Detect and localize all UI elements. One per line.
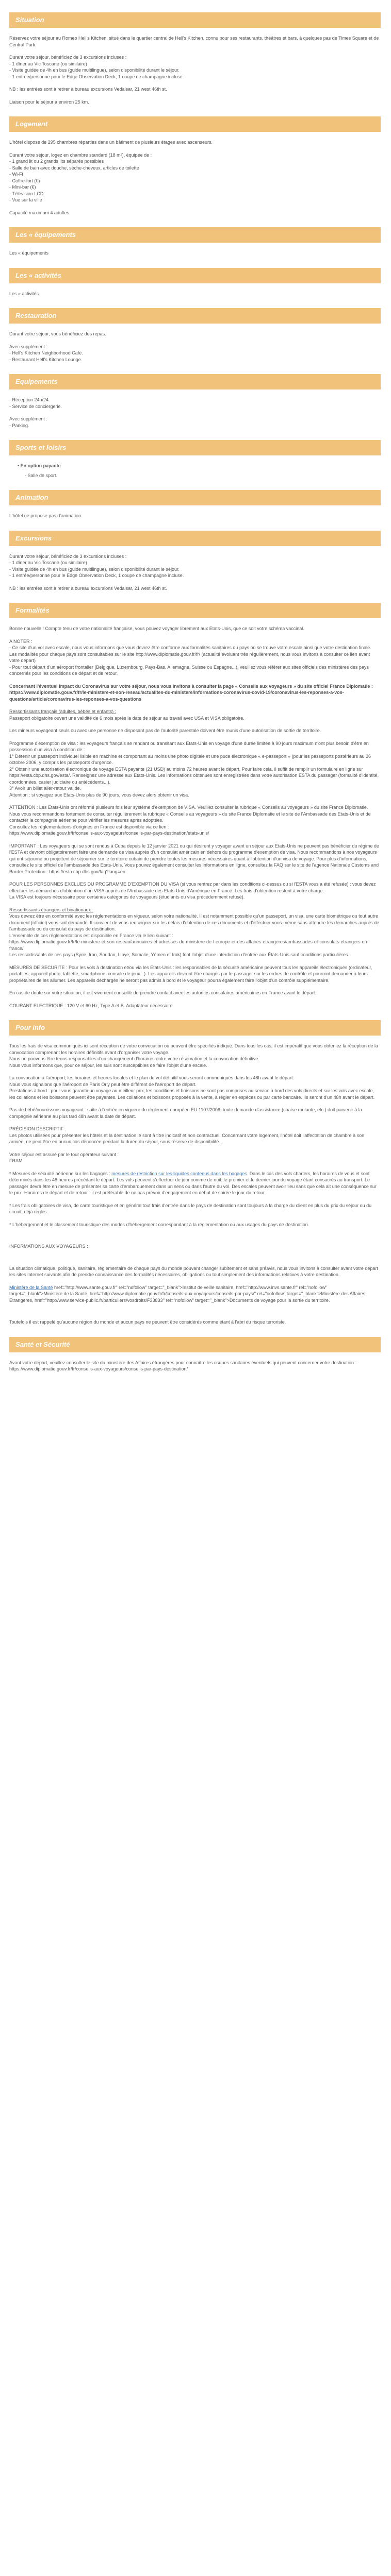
section-header-sante: Santé et Sécurité [9, 1337, 381, 1352]
restauration-intro: Durant votre séjour, vous bénéficiez des repas. [9, 331, 106, 336]
logement-room-item: - Salle de bain avec douche, sèche-cheveux, articles de toilette [9, 165, 139, 171]
formalites-security: MESURES DE SECURITE : Pour les vols à destination et/ou via les Etats-Unis : les responsables de la sécurité américaine peuvent tous les appareils électroniques (ordinateur, portables, appareil photo, tablette, smartphone, console de jeux...). Les appareils devront être chargés par le passager sur les ordres de contrôle et pourront demander à leurs propriétaires de les allumer. Les appareils déchargés ne seront pas admis à bord et le voyageur pourra également faire l'objet d'un contrôle supplémentaire. [9, 964, 372, 983]
situation-distance: Liaison pour le séjour à environ 25 km. [9, 99, 89, 105]
formalites-intro: Bonne nouvelle ! Compte tenu de votre nationalité française, vous pouvez voyager librement aux Etats-Unis, que ce soit votre schéma vaccinal. [9, 626, 304, 631]
logement-room-item: - Wi-Fi [9, 172, 23, 177]
info-warning-rest: . Dans le cas des vols charters, les horaires de vous et sont déterminés dans les 48 heures précédant le départ. Les vols peuvent s'effectuer de jour comme de nuit, le premier et le dernier jour du voyage étant consacrés au transport. Le passager devra être en mesure de présenter sa carte d'embarquement dans un sens ou dans l'autre du vol. Des escales peuvent avoir lieu sans que cela ait une conséquence sur le prix. Horaires de départ et de retour : il est préférable de ne pas prévoir d'engagement en début de soirée le jour du retour. [9, 1171, 377, 1195]
logement-room-label: Durant votre séjour, logez en chambre standard (18 m²), équipée de : [9, 152, 152, 158]
sports-option-label: En option payante [20, 463, 61, 468]
section-header-formalites: Formalités [9, 603, 381, 618]
formalites-power: COURANT ELECTRIQUE : 120 V et 60 Hz, Type A et B. Adaptateur nécessaire. [9, 1003, 174, 1008]
formalites-note-title: A NOTER : [9, 638, 32, 644]
formalites-attention: ATTENTION : Les Etats-Unis ont réformé plusieurs fois leur système d'exemption de VISA. Veuillez consulter la rubrique « Conseils au voyageurs » du site France Diplomatie. Nous vous recommandons fortement de consulter régulièrement la rubrique « Conseils au voyageurs » du site France Diplomatie et le site de l'Ambassade des Etats-Unis et de contacter la compagnie aérienne pour vérifier les mesures après adoptées. Consultez les réglementations d'origines en France est disponible via ce lien : https://www.diplomatie.gouv.fr/fr/conseils-aux-voyageurs/conseils-par-pays-destination/etats-unis/ [9, 805, 371, 836]
formalites-minors: Les mineurs voyageant seuls ou avec une personne ne disposant pas de l'autorité parentale doivent être munis d'une autorisation de sortie de territoire. [9, 728, 321, 733]
info-lodging-rating: * L'hébergement et le classement touristique des modes d'hébergement correspondant à la réglementation ou aux usages du pays de destination. [9, 1222, 309, 1227]
logement-room-item: - Télévision LCD [9, 191, 44, 196]
situation-excursion-item: - 1 dîner au Vic Toscane (ou similaire) [9, 61, 87, 66]
info-travellers-title: INFORMATIONS AUX VOYAGEURS : [9, 1244, 88, 1249]
equipements-chambre-text: Les « équipements [9, 250, 49, 256]
info-visa-fees: * Les frais obligatoires de visa, de carte touristique et en général tout frais d'entrée dans le pays de destination sont toujours à la charge du client en plus du prix du séjour ou du circuit, déjà réglés. [9, 1202, 372, 1214]
situation-intro: Réservez votre séjour au Romeo Hell's Kitchen, situé dans le quartier central de Hell's Kitchen, connu pour ses restaurants, théâtres et bars, à quelques pas de Times Square et de Central Park. [9, 36, 379, 47]
info-operator: Votre séjour est assuré par le tour opérateur suivant : FRAM [9, 1151, 119, 1163]
equipements-item: - Service de conciergerie. [9, 403, 62, 409]
info-descriptif: PRÉCISION DESCRIPTIF : Les photos utilisées pour présenter les hôtels et la destination le sont à titre indicatif et non contractuel. Concernant votre logement, l'hôtel doit l'affectation de chambre à son arrivée, ne peut être en aucun cas dénoncée pendant la durée du séjour, sous réserve de disponibilité. [9, 1126, 365, 1144]
excursions-item: - Visite guidée de 4h en bus (guide multilingue), selon disponibilité durant le séjour. [9, 566, 180, 572]
restauration-item: - Hell's Kitchen Neighborhood Café. [9, 350, 83, 355]
section-header-sports: Sports et loisirs [9, 440, 381, 455]
logement-room-item: - 1 grand lit ou 2 grands lits séparés possibles [9, 159, 104, 164]
restauration-item: - Restaurant Hell's Kitchen Lounge. [9, 357, 83, 362]
formalites-coronavirus: Concernant l'éventuel impact du Coronavirus sur votre séjour, nous vous invitons à consulter la page « Conseils aux voyageurs » du site officiel France Diplomatie : https://www.diplomatie.gouv.fr/fr/le-ministere-et-son-reseau/actualites-du-ministere/informations-coronavirus-covid-19/coronavirus-les-reponses-a-vos-questions/article/coronavirus-les-reponses-a-vos-questions [9, 683, 373, 702]
info-travellers: La situation climatique, politique, sanitaire, réglementaire de chaque pays du monde pouvant changer subitement et sans préavis, nous vous invitons à consulter avant votre départ les sites Internet suivants afin de prendre connaissance des formalités nécessaires, obligations ou tout simplement des informations relatives à votre destination. [9, 1265, 378, 1277]
excursions-note: NB : les entrées sont à retirer à bureau excursions Vedalsar, 21 west 46th st. [9, 585, 167, 591]
section-header-logement: Logement [9, 116, 381, 132]
situation-note: NB : les entrées sont à retirer à bureau excursions Vedalsar, 21 west 46th st. [9, 87, 167, 92]
sports-option-list [18, 463, 381, 479]
situation-excursion-item: - 1 entrée/personne pour le Edge Observation Deck, 1 coupe de champagne incluse. [9, 74, 184, 79]
logement-room-item: - Vue sur la ville [9, 197, 42, 202]
info-flights: Tous les frais de visa communiqués ici sont réception de votre convocation ou peuvent être spécifiés indiqué. Dans tous les cas, il est impératif que vous obteniez la réception de la convocation comprenant les horaires définitifs avant d'organiser votre voyage. Nous ne pouvons être tenus responsables d'un changement d'horaires entre votre réservation et la convocation définitive. Nous vous informons que, pour ce séjour, les suis sont susceptibles de faire l'objet d'une escale. [9, 1043, 378, 1068]
animation-text: L'hôtel ne propose pas d'animation. [9, 513, 83, 518]
info-assistance: Pas de bébé/nourrissons voyageant : suite à l'entrée en vigueur du règlement européen EU 1107/2006, toute demande d'assistance (chaise roulante, etc.) doit parvenir à la compagnie aérienne au plus tard 48h avant la date de départ. [9, 1107, 362, 1119]
formalites-doubt: En cas de doute sur votre situation, il est vivement conseillé de prendre contact avec les autorités consulaires américaines en France avant le départ. [9, 990, 316, 995]
excursions-item: - 1 entrée/personne pour le Edge Observation Deck, 1 coupe de champagne incluse. [9, 573, 184, 578]
equipements-supplement-label: Avec supplément : [9, 416, 47, 421]
info-links-rest: href="http://www.sante.gouv.fr" rel="nofollow" target="_blank">Institut de veille sanitaire, href="http://www.invs.sante.fr" rel="nofollow" target="_blank">Ministère de la Santé, href="http://www.diplomatie.gouv.fr/fr/conseils-aux-voyageurs/conseils-par-pays/" rel="nofollow" target="_blank">Ministère des Affaires Etrangères, href="http://www.service-public.fr/particuliers/vosdroits/F33833" rel="nofollow" target="_blank">Documents de voyage pour la sortie du territoire. [9, 1284, 366, 1303]
logement-capacity: Capacité maximum 4 adultes. [9, 210, 71, 215]
equipements-item: - Réception 24h/24. [9, 397, 50, 402]
section-header-equipements-chambre: Les « équipements [9, 227, 381, 243]
sante-text: Avant votre départ, veuillez consulter le site du ministère des Affaires étrangères pour connaître les risques sanitaires éventuels qui peuvent concerner votre destination : https://www.diplomatie.gouv.fr/fr/conseils-aux-voyageurs/conseils-par-pays-destination/ [9, 1360, 357, 1371]
logement-room-item: - Coffre-fort (€) [9, 178, 40, 183]
info-terrorism: Toutefois il est rappelé qu'aucune région du monde et aucun pays ne peuvent être considérés comme étant à l'abri du risque terroriste. [9, 1319, 286, 1325]
section-header-excursions: Excursions [9, 531, 381, 546]
equipements-supplement-item: - Parking. [9, 422, 29, 428]
activites-text: Les « activités [9, 291, 39, 296]
info-warning-pre: * Mesures de sécurité aérienne sur les bagages : [9, 1171, 112, 1176]
logement-intro: L'hôtel dispose de 295 chambres réparties dans un bâtiment de plusieurs étages avec ascenseurs. [9, 140, 213, 145]
info-links [9, 1284, 381, 1304]
info-security-warning [9, 1171, 381, 1196]
formalites-foreign-title: Ressortissants étrangers et binationaux : [9, 907, 94, 912]
section-header-animation: Animation [9, 490, 381, 505]
situation-excursions-label: Durant votre séjour, bénéficiez de 3 excursions incluses : [9, 55, 127, 60]
section-header-situation: Situation [9, 12, 381, 28]
section-header-equipements: Equipements [9, 374, 381, 389]
formalites-nationals: Passeport obligatoire ouvert une validité de 6 mois après la date de séjour au travail avec USA et VISA obligatoire. [9, 715, 245, 721]
formalites-foreign: Vous devrez être en conformité avec les réglementations en vigueur, selon votre nationalité. Il est notamment possible qu'un passeport, un visa, une carte biométrique ou tout autre document (officiel) vous soit demandé. Il convient de vous renseigner sur les délais d'obtention de ces documents et d'effectuer vous-même sans attendre les démarches auprès de l'ambassade ou du consulat du pays de destination. L'ensemble de ces réglementations est disponible en France via le lien suivant : https://www.diplomatie.gouv.fr/fr/le-ministere-et-son-reseau/annuaires-et-adresses-du-ministere-de-l-europe-et-des-affaires-etrangeres/ambassades-et-consulats-etrangers-en-france/ Les ressortissants de ces pays (Syrie, Iran, Soudan, Libye, Somalie, Yémen et Irak) font l'objet d'une interdiction d'entrée aux États-Unis sauf conditions particulières. [9, 913, 380, 957]
formalites-visa-waiver: Programme d'exemption de visa : les voyageurs français se rendant ou transitant aux Etats-Unis en voyage d'une durée limitée à 90 jours maximum n'ont plus besoin d'être en possession d'un visa à condition de : 1° Détenir un passeport individuel lisible en machine et comportant au moins une photo digitale et une puce électronique « e-passeport » (pour les passeports postérieurs au 26 octobre 2006, y compris les passeports d'urgence. 2° Obtenir une autorisation électronique de voyage ESTA payante (21 USD) au moins 72 heures avant le départ. Pour faire cela, il suffit de remplir un formulaire en ligne sur https://esta.cbp.dhs.gov/esta/. Renseignez une adresse aux Etats-Unis. Les informations obtenues sont enregistrées dans votre autorisation ESTA du passager (formalité d'identité, coordonnées, casier judiciaire ou antécédents...). 3° Avoir un billet aller-retour valide. Attention : si voyagez aux Etats-Unis plus de 90 jours, vous devez alors obtenir un visa. [9, 740, 379, 798]
section-header-activites: Les « activités [9, 268, 381, 283]
ministere-sante-link[interactable]: Ministère de la Santé [9, 1284, 53, 1290]
sports-option-item: - Salle de sport. [25, 472, 58, 478]
section-header-restauration: Restauration [9, 308, 381, 324]
sports-option-bullet: • En option payante [18, 463, 61, 468]
formalites-excluded: POUR LES PERSONNES EXCLUES DU PROGRAMME D'EXEMPTION DU VISA (si vous rentrez par dans les conditions ci-dessus ou si l'ESTA vous a été refusée) : vous devez effectuer les démarches d'obtention d'un VISA auprès de l'Ambassade des Etats-Unis d'Amérique en France. Les frais d'obtention restent à votre charge. La VISA est toujours nécessaire pour certaines catégories de voyageurs (étudiants ou visa précédemment refusé). [9, 882, 376, 900]
liquids-restriction-link[interactable]: mesures de restriction sur les liquides contenus dans les bagages [111, 1171, 247, 1176]
formalites-nationals-title: Ressortissants français (adultes, bébés et enfants) : [9, 709, 117, 714]
situation-excursion-item: - Visite guidée de 4h en bus (guide multilingue), selon disponibilité durant le séjour. [9, 67, 180, 73]
formalites-note: - Ce site d'un vol avec escale, nous vous informons que vous devrez être conforme aux formalités sanitaires du pays où se trouve votre escale ainsi que votre destination finale. Les modalités pour chaque pays sont consultables sur le site http://www.diplomatie.gouv.fr/fr/ (actualité évoluant très régulièrement, nous vous invitons à consulter ce lien avant votre départ) - Pour tout départ d'un aéroport frontalier (Belgique, Luxembourg, Pays-Bas, Allemagne, Suisse ou Espagne...), veuillez vous référer aux sites officiels des ministères des pays concernés pour les conditions de départ et de retour. [9, 645, 371, 676]
restauration-supplement-label: Avec supplément : [9, 344, 47, 349]
formalites-important: IMPORTANT : Les voyageurs qui se sont rendus à Cuba depuis le 12 janvier 2021 ou qui désirent y voyager avant un séjour aux Etats-Unis ne peuvent pas bénéficier du régime de l'ESTA et devront obligatoirement faire une demande de visa auprès d'un consulat américain en dehors du programme d'exemption de visa. Nous recommandons à nos voyageurs qui ont séjourné ou projettent de séjourner sur le territoire cubain de prendre toutes les mesures nécessaires quant à l'obtention d'un visa de voyage. Pour plus d'informations, consultez le site officiel de l'ambassade des Etats-Unis. Vous pouvez également consulter les informations en ligne, consultez la FAQ sur le site de l'agence Nationale Customs and Border Protection : https://esta.cbp.dhs.gov/faq?lang=en [9, 843, 379, 874]
logement-room-item: - Mini-bar (€) [9, 184, 36, 190]
section-header-pour-info: Pour info [9, 1020, 381, 1036]
excursions-label: Durant votre séjour, bénéficiez de 3 excursions incluses : [9, 553, 127, 559]
excursions-item: - 1 dîner au Vic Toscane (ou similaire) [9, 560, 87, 565]
info-convocation: La convocation à l'aéroport, les horaires et heures locales et le plan de vol définitif vous seront communiqués dans les 48h avant le départ. Nous vous signalons que l'aéroport de Paris Orly peut être différent de l'aéroport de départ. Prestations à bord : pour vous garantir un voyage au meilleur prix, les conditions et boissons ne sont pas comprises au service à bord des vols directs et sur les vols avec escale, les collations et les boissons peuvent être payantes. Les collations et boissons proposés à la vente, à régler en espèces ou par carte bancaire. Ils seront d'un 48h avant le départ. [9, 1075, 375, 1100]
